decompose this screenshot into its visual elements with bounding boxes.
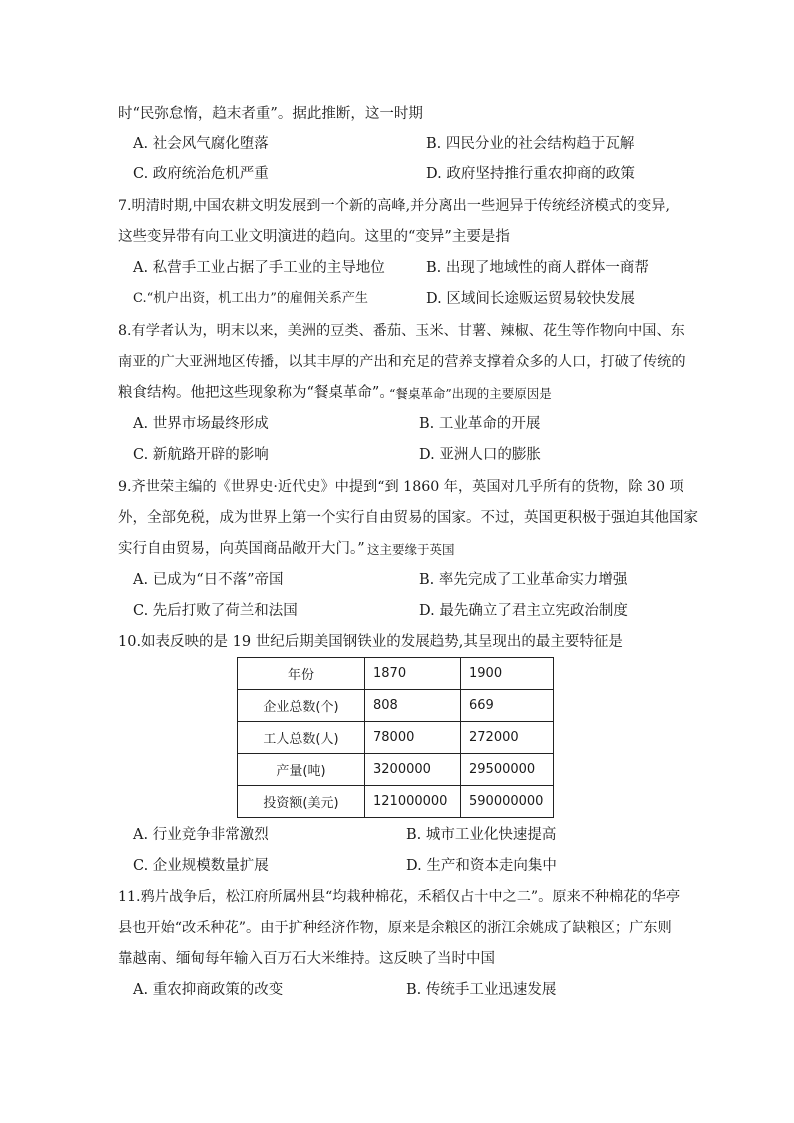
table-row	[238, 786, 554, 818]
q6-option-b[interactable]: B. 四民分业的社会结构趋于瓦解	[426, 136, 635, 152]
table-cell: 工人总数(人)	[238, 722, 365, 754]
q8-text-line: 南亚的广大亚洲地区传播，以其丰厚的产出和充足的营养支撑着众多的人口，打破了传统的	[118, 354, 686, 370]
q10-text-line: 10.如表反映的是 19 世纪后期美国钢铁业的发展趋势,其呈现出的最主要特征是	[118, 634, 623, 650]
q8-text-line: “餐桌革命”出现的主要原因是	[389, 386, 552, 401]
table-cell: 1870	[365, 658, 461, 690]
q11-text-line: 靠越南、缅甸每年输入百万石大米维持。这反映了当时中国	[118, 951, 495, 967]
q9-option-b[interactable]: B. 率先完成了工业革命实力增强	[419, 572, 628, 588]
q11-text-line: 11.鸦片战争后，松江府所属州县“均栽种棉花，禾稻仅占十中之二”。原来不种棉花的华亭	[118, 889, 681, 905]
table-cell: 1900	[461, 658, 554, 690]
q6-option-c[interactable]: C. 政府统治危机严重	[133, 166, 269, 182]
table-cell: 产量(吨)	[238, 754, 365, 786]
q9-text-line: 9.齐世荣主编的《世界史·近代史》中提到“到 1860 年，英国对几乎所有的货物，除 30 项	[118, 479, 684, 495]
q9-option-a[interactable]: A. 已成为“日不落”帝国	[133, 572, 284, 588]
q11-option-a[interactable]: A. 重农抑商政策的改变	[133, 982, 284, 998]
q7-option-c[interactable]: C.“机户出资，机工出力”的雇佣关系产生	[133, 291, 368, 306]
q8-option-c[interactable]: C. 新航路开辟的影响	[133, 447, 269, 463]
table-cell: 590000000	[461, 786, 554, 818]
q6-text-line: 时“民弥怠惰，趋末者重”。据此推断，这一时期	[118, 106, 423, 122]
table-cell: 121000000	[365, 786, 461, 818]
table-cell: 272000	[461, 722, 554, 754]
q8-option-b[interactable]: B. 工业革命的开展	[419, 416, 541, 432]
q7-text-line: 这些变异带有向工业文明演进的趋向。这里的“变异”主要是指	[118, 229, 510, 245]
q9-text-line: 实行自由贸易，向英国商品敞开大门。”	[118, 541, 365, 557]
q7-option-a[interactable]: A. 私营手工业占据了手工业的主导地位	[133, 260, 385, 276]
table-row	[238, 722, 554, 754]
q11-option-b[interactable]: B. 传统手工业迅速发展	[406, 982, 557, 998]
q7-option-d[interactable]: D. 区域间长途贩运贸易较快发展	[426, 291, 635, 307]
q9-text-line: 这主要缘于英国	[367, 542, 455, 557]
q10-option-b[interactable]: B. 城市工业化快速提高	[406, 827, 557, 843]
table-row	[238, 754, 554, 786]
q10-option-c[interactable]: C. 企业规模数量扩展	[133, 858, 269, 874]
steel-industry-table	[237, 657, 554, 818]
table-cell: 企业总数(个)	[238, 690, 365, 722]
table-cell: 3200000	[365, 754, 461, 786]
table-cell: 年份	[238, 658, 365, 690]
q9-option-d[interactable]: D. 最先确立了君主立宪政治制度	[419, 603, 628, 619]
table-cell: 808	[365, 690, 461, 722]
q8-option-d[interactable]: D. 亚洲人口的膨胀	[419, 447, 541, 463]
table-cell: 669	[461, 690, 554, 722]
q9-option-c[interactable]: C. 先后打败了荷兰和法国	[133, 603, 298, 619]
q8-option-a[interactable]: A. 世界市场最终形成	[133, 416, 269, 432]
q6-option-a[interactable]: A. 社会风气腐化堕落	[133, 136, 269, 152]
table-cell: 投资额(美元)	[238, 786, 365, 818]
table-row	[238, 690, 554, 722]
q7-option-b[interactable]: B. 出现了地域性的商人群体一商帮	[426, 260, 649, 276]
table-row	[238, 658, 554, 690]
q10-option-d[interactable]: D. 生产和资本走向集中	[406, 858, 557, 874]
q10-option-a[interactable]: A. 行业竞争非常激烈	[133, 827, 269, 843]
q11-text-line: 县也开始“改禾种花”。由于扩种经济作物，原来是余粮区的浙江余姚成了缺粮区；广东则	[118, 920, 672, 936]
q6-option-d[interactable]: D. 政府坚持推行重农抑商的政策	[426, 166, 635, 182]
table-cell: 78000	[365, 722, 461, 754]
q9-text-line: 外，全部免税，成为世界上第一个实行自由贸易的国家。不过，英国更积极于强迫其他国家	[118, 510, 698, 526]
q8-text-line: 8.有学者认为，明末以来，美洲的豆类、番茄、玉米、甘薯、辣椒、花生等作物向中国、东	[118, 323, 685, 339]
q7-text-line: 7.明清时期,中国农耕文明发展到一个新的高峰,并分离出一些迥异于传统经济模式的变异,	[118, 198, 671, 214]
q8-text-line: 粮食结构。他把这些现象称为“餐桌革命”。	[118, 385, 394, 401]
table-cell: 29500000	[461, 754, 554, 786]
